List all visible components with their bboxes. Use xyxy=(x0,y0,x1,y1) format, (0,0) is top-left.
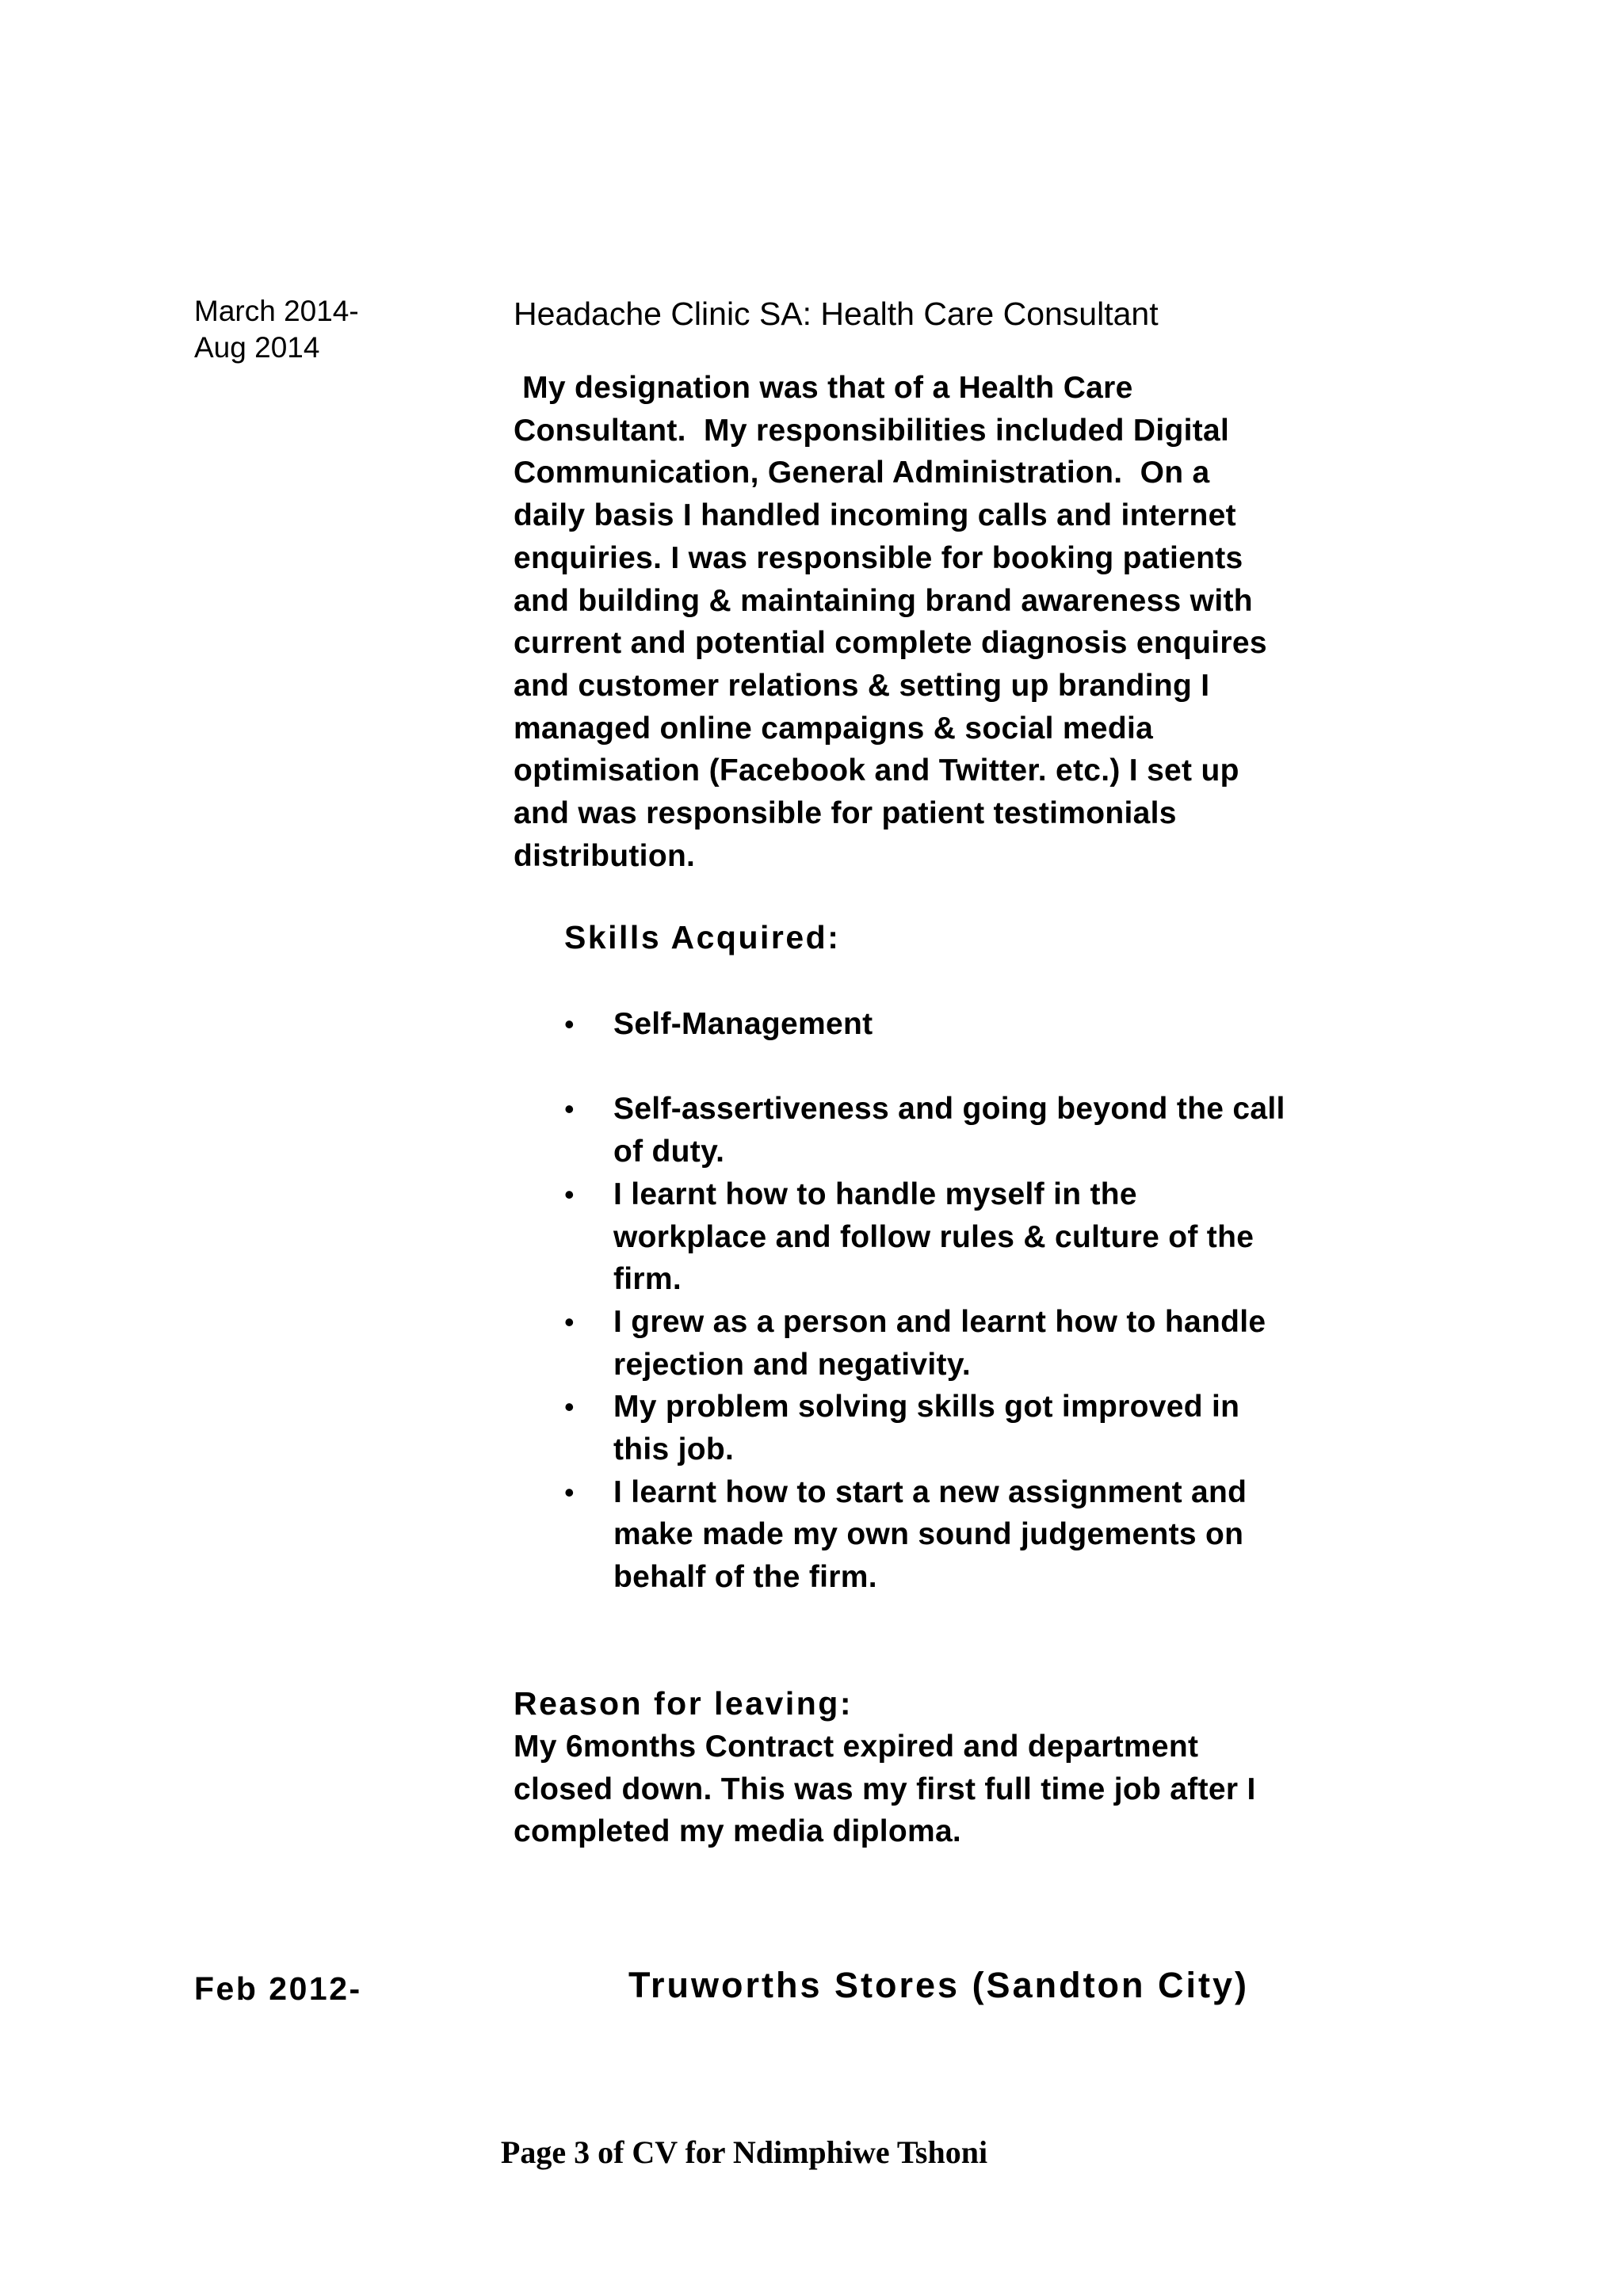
skills-list xyxy=(564,1003,1436,1599)
reason-line: completed my media diploma. xyxy=(514,1814,962,1849)
next-entry-company: Truworths Stores (Sandton City) xyxy=(628,1965,1250,2005)
skill-line: workplace and follow rules & culture of the xyxy=(613,1219,1254,1254)
description-line: current and potential complete diagnosis enquires xyxy=(514,626,1267,661)
description-line: and customer relations & setting up branding I xyxy=(514,668,1210,703)
skill-item xyxy=(564,1173,1436,1301)
skill-line: this job. xyxy=(613,1432,735,1467)
skill-line: rejection and negativity. xyxy=(613,1347,972,1382)
page-footer xyxy=(0,2133,1623,2172)
description-line: and was responsible for patient testimonials xyxy=(514,796,1177,831)
entry-date-start: March 2014- xyxy=(194,295,359,327)
bullet-icon: • xyxy=(564,1093,575,1126)
skill-line: I learnt how to handle myself in the xyxy=(613,1177,1137,1211)
description-line: distribution. xyxy=(514,838,696,873)
description-line: Consultant. My responsibilities included Digital xyxy=(514,413,1230,448)
skill-item xyxy=(564,1386,1436,1470)
reason-line: My 6months Contract expired and department xyxy=(514,1730,1199,1764)
bullet-icon: • xyxy=(564,1008,575,1040)
job-title: Headache Clinic SA: Health Care Consultant xyxy=(514,296,1159,332)
entry-date xyxy=(194,293,359,366)
footer-text: Page 3 of CV for Ndimphiwe Tshoni xyxy=(500,2134,988,2170)
skill-line: I grew as a person and learnt how to handle xyxy=(613,1304,1266,1339)
bullet-icon: • xyxy=(564,1475,575,1508)
skill-item xyxy=(564,1301,1436,1386)
entry-date-end: Aug 2014 xyxy=(194,331,320,364)
skill-item xyxy=(564,1003,1436,1046)
description-line: My designation was that of a Health Care xyxy=(514,371,1133,405)
skill-line: My problem solving skills got improved in xyxy=(613,1390,1240,1425)
skill-item xyxy=(564,1088,1436,1173)
reason-heading: Reason for leaving: xyxy=(514,1685,853,1722)
skill-item xyxy=(564,1471,1436,1599)
bullet-icon: • xyxy=(564,1390,575,1424)
skill-line: make made my own sound judgements on xyxy=(613,1517,1244,1552)
description-line: and building & maintaining brand awareness with xyxy=(514,583,1253,618)
reason-text xyxy=(514,1726,1393,1853)
skill-line: firm. xyxy=(613,1262,682,1297)
description-line: enquiries. I was responsible for booking patients xyxy=(514,540,1243,575)
description-line: optimisation (Facebook and Twitter. etc.) I set up xyxy=(514,753,1239,788)
description-line: managed online campaigns & social media xyxy=(514,711,1154,746)
job-description xyxy=(514,367,1393,877)
description-line: daily basis I handled incoming calls and internet xyxy=(514,498,1236,533)
bullet-icon: • xyxy=(564,1305,575,1338)
skill-line: Self-Management xyxy=(613,1007,873,1041)
bullet-icon: • xyxy=(564,1177,575,1211)
skill-line: behalf of the firm. xyxy=(613,1560,877,1595)
skill-line: I learnt how to start a new assignment and xyxy=(613,1474,1247,1509)
skill-line: Self-assertiveness and going beyond the call xyxy=(613,1092,1285,1127)
description-line: Communication, General Administration. On a xyxy=(514,456,1210,490)
reason-line: closed down. This was my first full time job after I xyxy=(514,1772,1256,1806)
next-entry-date: Feb 2012- xyxy=(194,1970,362,2007)
skill-line: of duty. xyxy=(613,1135,725,1169)
skills-heading: Skills Acquired: xyxy=(564,919,841,955)
